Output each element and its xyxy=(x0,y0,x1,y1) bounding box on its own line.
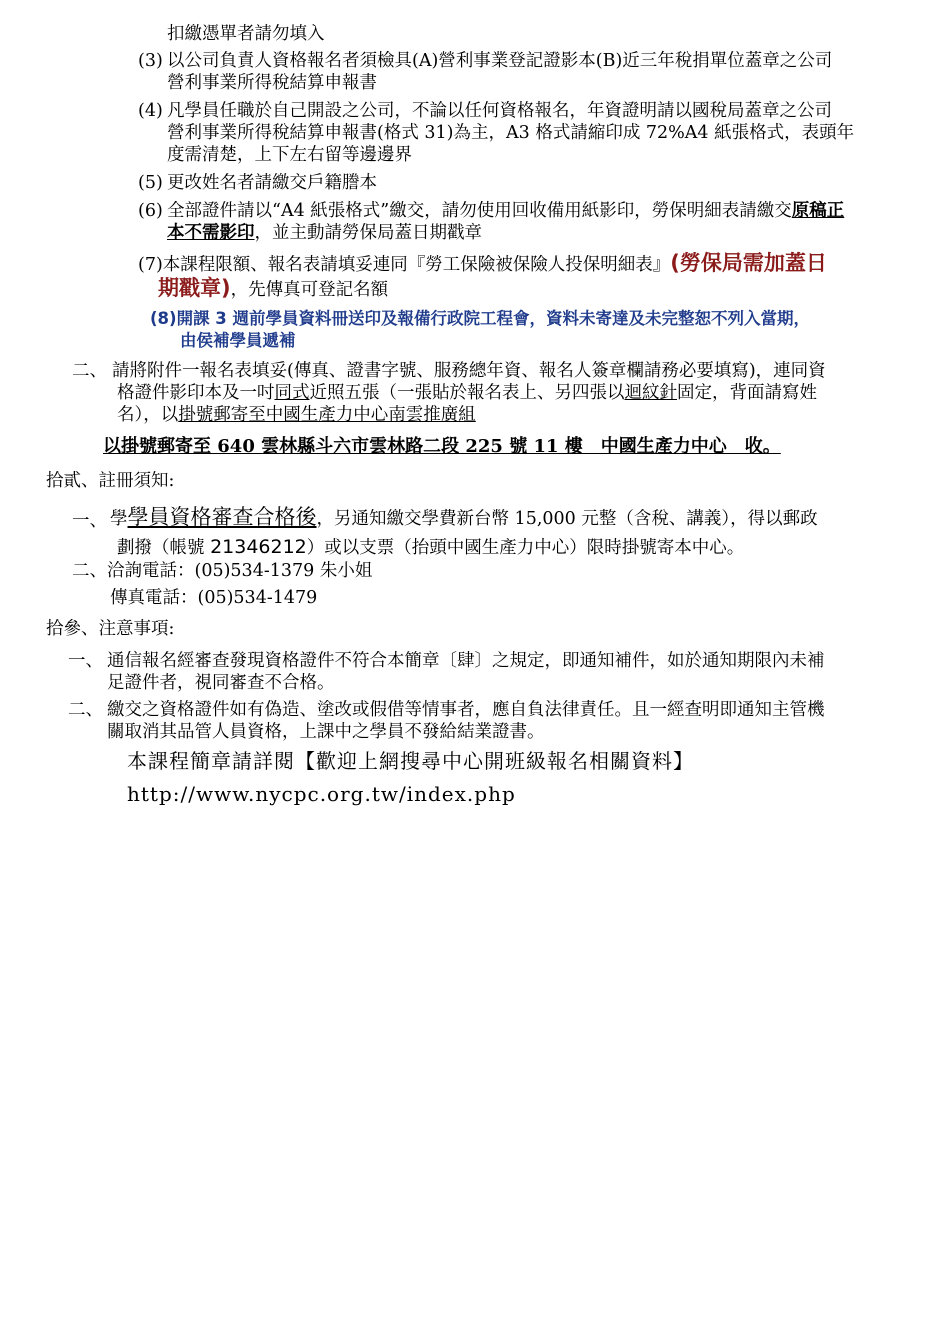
registration-1-number: 一、 xyxy=(72,511,107,531)
registration-title: 拾貳、註冊須知: xyxy=(46,471,175,491)
website-url[interactable]: http://www.nycpc.org.tw/index.php xyxy=(127,782,516,806)
item-8-line-2: 由侯補學員遞補 xyxy=(180,331,296,350)
section-2-number: 二、 xyxy=(72,361,107,381)
item-6-original-emphasis: 原稿正 xyxy=(791,201,845,221)
item-7-red-notice-2: 期戳章) xyxy=(158,276,231,300)
item-6-no-copy-emphasis: 本不需影印 xyxy=(167,223,255,243)
item-6-number: (6) xyxy=(138,201,163,221)
item-7-tail: ，先傳真可登記名額 xyxy=(230,280,389,300)
item-7-text: (7)本課程限額、報名表請填妥連同『勞工保險被保險人投保明細表』 xyxy=(138,255,671,275)
registration-1-line-2 xyxy=(117,536,744,559)
section-2-text-c: 固定，背面請寫姓 xyxy=(677,383,817,403)
item-7-red-notice: (勞保局需加蓋日 xyxy=(670,251,827,275)
item-6-line-2 xyxy=(167,222,482,244)
registration-fax: 傳真電話：(05)534-1479 xyxy=(110,588,318,608)
item-4-line-3: 度需清楚，上下左右留等邊邊界 xyxy=(167,145,412,165)
section-2-line-1: 請將附件一報名表填妥(傳真、證書字號、服務總年資、報名人簽章欄請務必要填寫)，連同資 xyxy=(112,361,826,381)
registration-1-text-c: ）或以支票（抬頭中國生產力中心）限時掛號寄本中心。 xyxy=(306,538,745,558)
item-3-line-1: 以公司負責人資格報名者須檢具(A)營利事業登記證影本(B)近三年稅捐單位蓋章之公司 xyxy=(167,51,833,71)
item-7-line-1 xyxy=(138,252,827,276)
notes-2-number: 二、 xyxy=(68,700,103,720)
item-4-number: (4) xyxy=(138,101,163,121)
notes-title: 拾參、注意事項: xyxy=(46,619,175,639)
registration-1-text: ，另通知繳交學費新台幣 15,000 元整（含稅、講義），得以郵政 xyxy=(316,509,818,529)
registration-1-text-b: 劃撥（帳號 xyxy=(117,538,211,558)
item-4-line-1: 凡學員任職於自己開設之公司，不論以任何資格報名，年資證明請以國稅局蓋章之公司 xyxy=(167,101,832,121)
item-continuation: 扣繳憑單者請勿填入 xyxy=(167,24,325,44)
registration-1-prefix: 學 xyxy=(110,509,128,529)
item-7-line-2 xyxy=(158,277,388,301)
item-3-number: (3) xyxy=(138,51,163,71)
item-6-line-1-text: 全部證件請以“A4 紙張格式”繳交，請勿使用回收備用紙影印，勞保明細表請繳交 xyxy=(167,201,792,221)
notes-2-line-1: 繳交之資格證件如有偽造、塗改或假借等情事者，應自負法律責任。且一經查明即通知主管機 xyxy=(107,700,825,720)
section-2-underline-c: 掛號郵寄至中國生產力中心南雲推廣組 xyxy=(178,405,476,425)
section-2-underline-a: 同式 xyxy=(274,383,310,403)
notes-2-line-2: 關取消其品管人員資格，上課中之學員不發給結業證書。 xyxy=(107,722,545,742)
item-6-line-1 xyxy=(167,200,844,222)
item-6-line-2-text: ，並主動請勞保局蓋日期戳章 xyxy=(254,223,482,243)
notes-1-line-1: 通信報名經審查發現資格證件不符合本簡章〔肆〕之規定，即通知補件，如於通知期限內未補 xyxy=(107,651,825,671)
postal-account-number: 21346212 xyxy=(210,536,307,558)
item-4-line-2: 營利事業所得稅結算申報書(格式 31)為主，A3 格式請縮印成 72%A4 紙張格式，表頭年 xyxy=(167,123,855,143)
registration-1-emphasis: 學員資格審查合格後 xyxy=(127,505,317,529)
section-2-line-3 xyxy=(117,404,476,426)
item-3-line-2: 營利事業所得稅結算申報書 xyxy=(167,73,377,93)
section-2-line-2 xyxy=(117,382,817,404)
notes-1-number: 一、 xyxy=(68,651,103,671)
item-8-line-1: (8)開課 3 週前學員資料冊送印及報備行政院工程會，資料未寄達及未完整恕不列入當期， xyxy=(150,309,811,328)
reference-note: 本課程簡章請詳閱【歡迎上網搜尋中心開班級報名相關資料】 xyxy=(127,749,694,773)
registration-2-phone: 二、洽詢電話：(05)534-1379 朱小姐 xyxy=(72,561,373,581)
item-5-number: (5) xyxy=(138,173,163,193)
mailing-address: 以掛號郵寄至 640 雲林縣斗六市雲林路二段 225 號 11 樓 中國生產力中心 收。 xyxy=(103,436,781,457)
section-2-underline-b: 迴紋針 xyxy=(624,383,677,403)
notes-1-line-2: 足證件者，視同審查不合格。 xyxy=(107,673,335,693)
registration-1-line-1 xyxy=(110,506,818,530)
section-2-text-b: 近照五張（一張貼於報名表上、另四張以 xyxy=(309,383,625,403)
item-5-text: 更改姓名者請繳交戶籍謄本 xyxy=(167,173,377,193)
section-2-text-a: 格證件影印本及一吋 xyxy=(117,383,275,403)
section-2-text-d: 名），以 xyxy=(117,405,179,425)
